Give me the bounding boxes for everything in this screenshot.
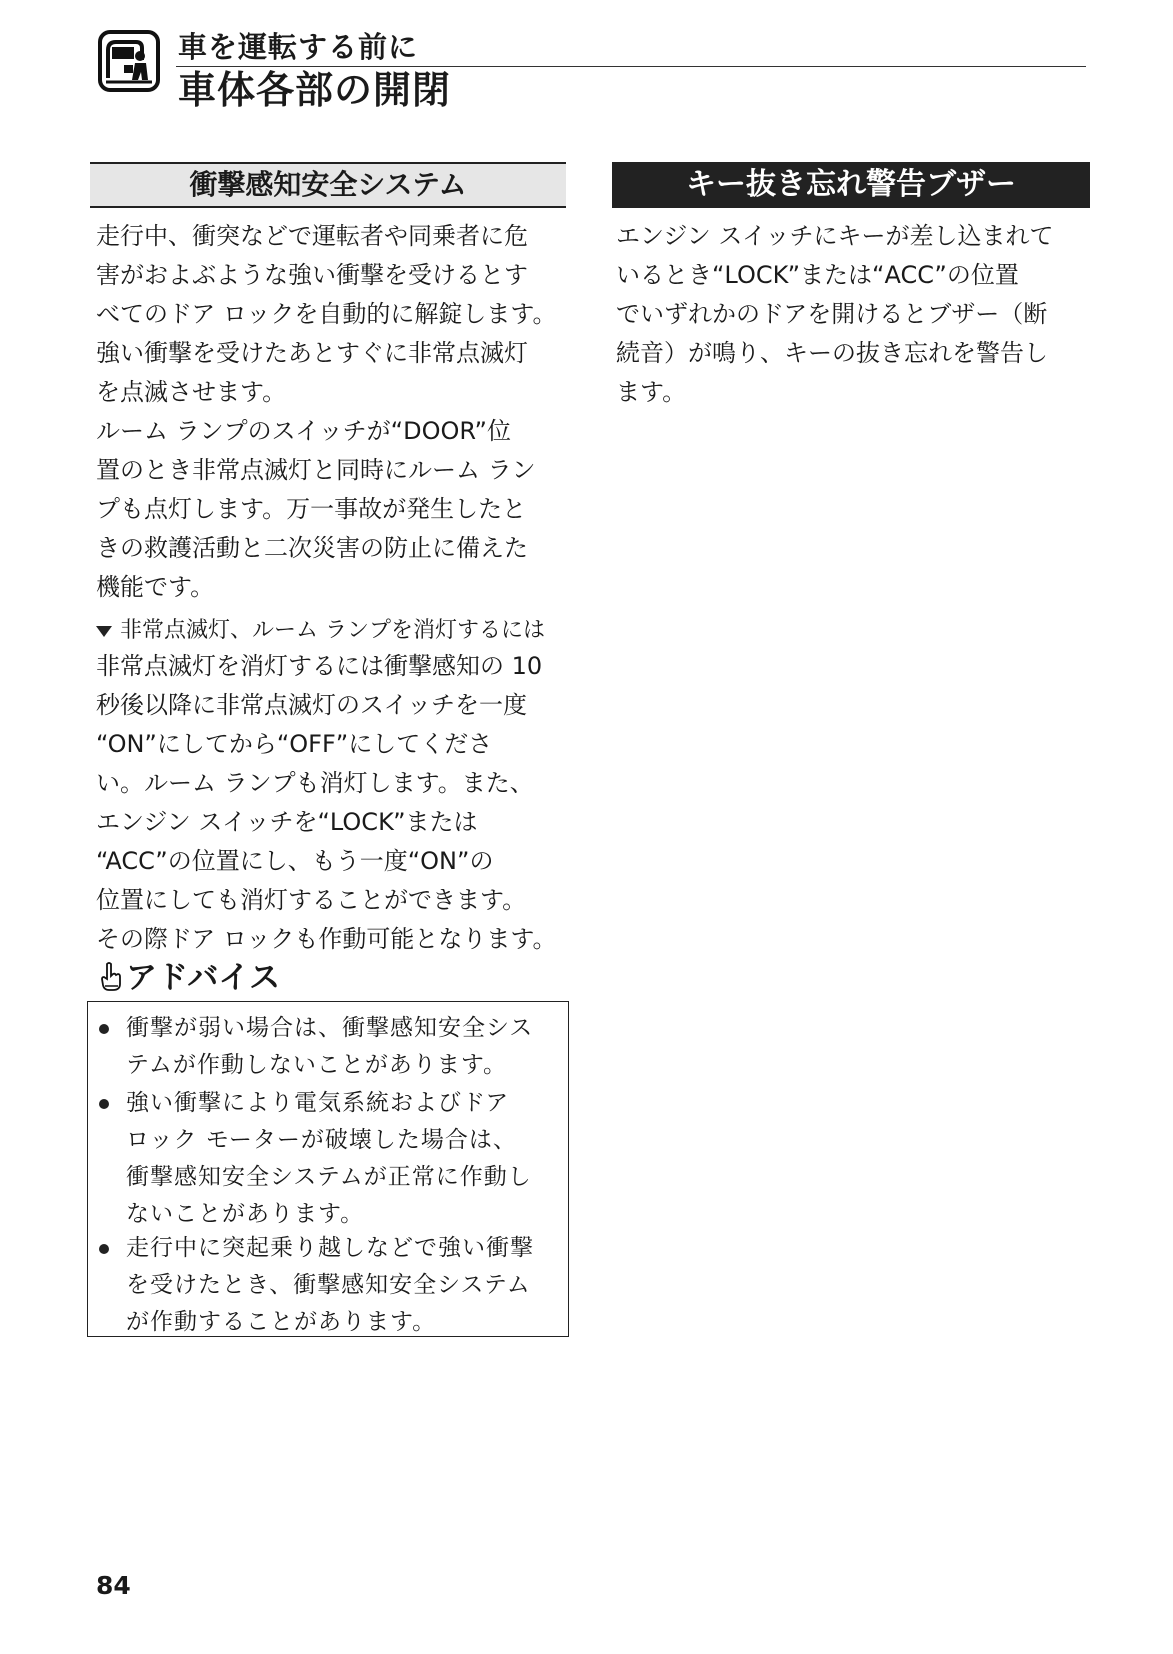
text-line: が作動することがあります。 <box>126 1309 437 1335</box>
text-line: 機能です。 <box>96 573 215 601</box>
chapter-subtitle: 車を運転する前に <box>178 30 419 64</box>
text-line: エンジン スイッチを“LOCK”または <box>96 808 478 836</box>
text-line: 非常点滅灯を消灯するには衝撃感知の 10 <box>96 652 543 680</box>
page-title: 車体各部の開閉 <box>178 68 452 112</box>
text-line: その際ドア ロックも作動可能となります。 <box>96 925 557 953</box>
advice-item-2 <box>126 1085 532 1233</box>
text-line: を受けたとき、衝撃感知安全システム <box>126 1272 531 1298</box>
subheading-text: 非常点滅灯、ルーム ランプを消灯するには <box>120 618 545 643</box>
key-warning-paragraph <box>616 217 1053 412</box>
subheading-turn-off-lamps <box>96 616 545 646</box>
text-line: い。ルーム ランプも消灯します。また、 <box>96 769 534 797</box>
text-line: を点滅させます。 <box>96 378 287 406</box>
text-line: 害がおよぶような強い衝撃を受けるとす <box>96 261 528 289</box>
text-line: 位置にしても消灯することができます。 <box>96 886 527 914</box>
bullet-icon <box>99 1244 109 1254</box>
text-line: “ACC”の位置にし、もう一度“ON”の <box>96 847 494 875</box>
advice-item-1 <box>126 1010 533 1084</box>
text-line: 走行中、衝突などで運転者や同乗者に危 <box>96 222 528 250</box>
text-line: 強い衝撃により電気系統およびドア <box>126 1090 510 1116</box>
advice-heading <box>100 958 280 998</box>
text-line: きの救護活動と二次災害の防止に備えた <box>96 534 528 562</box>
bullet-icon <box>99 1024 109 1034</box>
text-line: エンジン スイッチにキーが差し込まれて <box>616 222 1054 250</box>
triangle-down-icon <box>96 626 112 637</box>
text-line: 衝撃感知安全システムが正常に作動し <box>126 1164 532 1190</box>
section-heading-impact-safety: 衝撃感知安全システム <box>90 162 566 208</box>
text-line: でいずれかのドアを開けるとブザー（断 <box>616 300 1048 328</box>
section-heading-key-warning-buzzer: キー抜き忘れ警告ブザー <box>612 162 1090 208</box>
text-line: 走行中に突起乗り越しなどで強い衝撃 <box>126 1235 534 1261</box>
text-line: 置のとき非常点滅灯と同時にルーム ラン <box>96 456 536 484</box>
text-line: べてのドア ロックを自動的に解錠します。 <box>96 300 557 328</box>
page-number: 84 <box>96 1571 131 1600</box>
bullet-icon <box>99 1099 109 1109</box>
text-line: ルーム ランプのスイッチが“DOOR”位 <box>96 417 511 445</box>
impact-safety-paragraph-1 <box>96 217 557 412</box>
turn-off-paragraph <box>96 647 557 959</box>
text-line: いるとき“LOCK”または“ACC”の位置 <box>616 261 1019 289</box>
text-line: ないことがあります。 <box>126 1201 365 1227</box>
text-line: プも点灯します。万一事故が発生したと <box>96 495 527 523</box>
text-line: 続音）が鳴り、キーの抜き忘れを警告し <box>616 339 1048 367</box>
advice-item-3 <box>126 1230 534 1341</box>
text-line: 衝撃が弱い場合は、衝撃感知安全シス <box>126 1015 534 1041</box>
advice-heading-text: アドバイス <box>126 960 281 996</box>
impact-safety-paragraph-2 <box>96 412 536 607</box>
header-rule <box>176 66 1086 67</box>
text-line: テムが作動しないことがあります。 <box>126 1052 508 1078</box>
text-line: 秒後以降に非常点滅灯のスイッチを一度 <box>96 691 528 719</box>
pointing-hand-icon <box>100 962 122 992</box>
text-line: 強い衝撃を受けたあとすぐに非常点滅灯 <box>96 339 528 367</box>
text-line: ロック モーターが破壊した場合は、 <box>126 1127 517 1153</box>
text-line: ます。 <box>616 378 687 406</box>
text-line: “ON”にしてから“OFF”にしてくださ <box>96 730 493 758</box>
car-door-person-icon <box>98 30 160 92</box>
advice-box <box>87 1001 569 1337</box>
